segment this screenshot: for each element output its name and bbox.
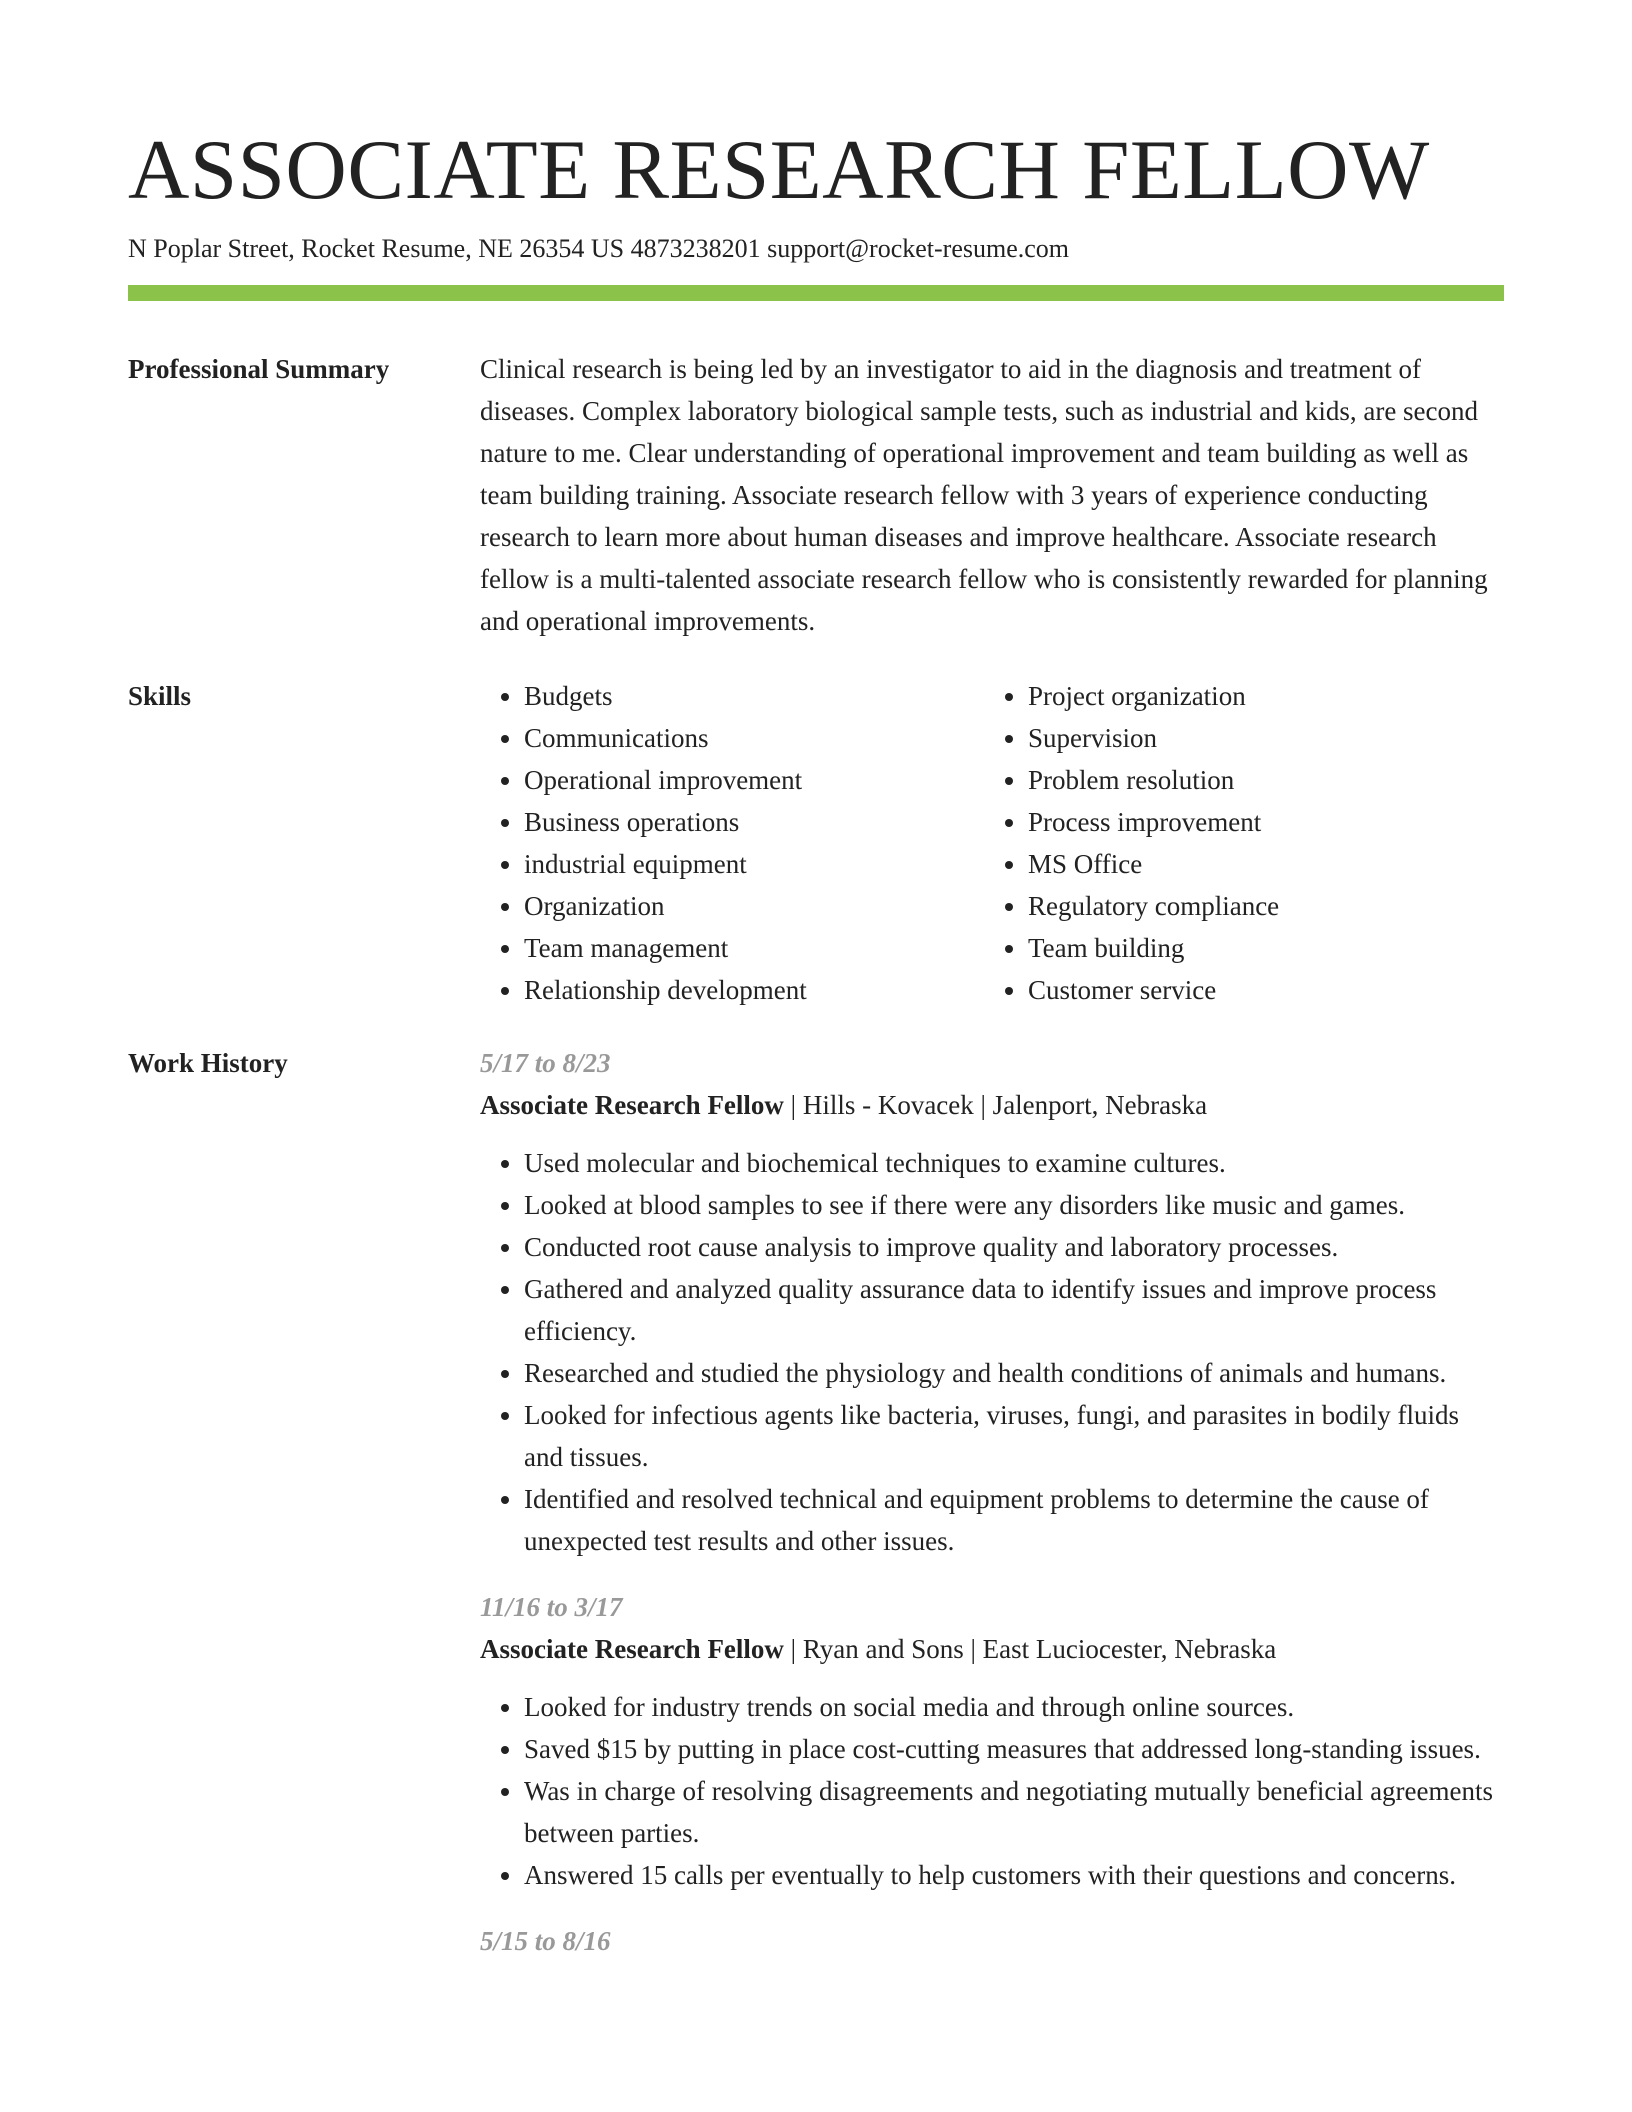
job-employer-location: | Ryan and Sons | East Luciocester, Nebraska <box>783 1634 1277 1664</box>
skill-item: • Team management <box>524 927 984 969</box>
header-divider <box>128 285 1504 301</box>
resume-name-heading: ASSOCIATE RESEARCH FELLOW <box>128 123 1430 217</box>
job-employer-location: | Hills - Kovacek | Jalenport, Nebraska <box>783 1090 1208 1120</box>
skill-item: • Customer service <box>1028 969 1488 1011</box>
skills-label: Skills <box>128 681 192 711</box>
skill-item: • Operational improvement <box>524 759 984 801</box>
skill-item: • Budgets <box>524 675 984 717</box>
job-dates: 5/15 to 8/16 <box>480 1926 611 1956</box>
skill-item: • Organization <box>524 885 984 927</box>
skill-item: • Problem resolution <box>1028 759 1488 801</box>
skills-list-right <box>984 675 1488 1011</box>
job-bullet: • Looked at blood samples to see if there were any disorders like music and games. <box>524 1184 1504 1226</box>
job-entry <box>480 1586 1504 1896</box>
summary-text: Clinical research is being led by an investigator to aid in the diagnosis and treatment of diseases. Complex laboratory biological sample tests, such as industrial and kids, are second nature to me. Clear understanding of operational improvement and team building as well as team building training. Associate research fellow with 3 years of experience conducting research to learn more about human diseases and improve healthcare. Associate research fellow is a multi-talented associate research fellow who is consistently rewarded for planning and operational improvements. <box>480 354 1488 636</box>
skill-item: • MS Office <box>1028 843 1488 885</box>
job-bullet: • Identified and resolved technical and equipment problems to determine the cause of unexpected test results and other issues. <box>524 1478 1504 1562</box>
job-bullet: • Looked for industry trends on social media and through online sources. <box>524 1686 1504 1728</box>
job-bullet: • Conducted root cause analysis to improve quality and laboratory processes. <box>524 1226 1504 1268</box>
job-title-line <box>480 1628 1504 1670</box>
job-title-line <box>480 1084 1504 1126</box>
job-entry <box>480 1042 1504 1562</box>
job-bullet: • Gathered and analyzed quality assurance data to identify issues and improve process efficiency. <box>524 1268 1504 1352</box>
job-bullet-list <box>480 1142 1504 1562</box>
skill-item: • Regulatory compliance <box>1028 885 1488 927</box>
work-history-label: Work History <box>128 1048 288 1078</box>
job-bullet-list <box>480 1686 1504 1896</box>
skill-item: • Process improvement <box>1028 801 1488 843</box>
skills-list-left <box>480 675 984 1011</box>
job-bullet: • Researched and studied the physiology and health conditions of animals and humans. <box>524 1352 1504 1394</box>
skill-item: • Communications <box>524 717 984 759</box>
job-title: Associate Research Fellow <box>480 1090 784 1120</box>
contact-info: N Poplar Street, Rocket Resume, NE 26354 US 4873238201 support@rocket-resume.com <box>128 234 1070 263</box>
skill-item: • Project organization <box>1028 675 1488 717</box>
job-bullet: • Was in charge of resolving disagreements and negotiating mutually beneficial agreements between parties. <box>524 1770 1504 1854</box>
job-dates: 5/17 to 8/23 <box>480 1048 611 1078</box>
job-bullet: • Answered 15 calls per eventually to help customers with their questions and concerns. <box>524 1854 1504 1896</box>
job-title: Associate Research Fellow <box>480 1634 784 1664</box>
summary-label: Professional Summary <box>128 354 390 384</box>
job-bullet: • Used molecular and biochemical techniques to examine cultures. <box>524 1142 1504 1184</box>
skill-item: • Relationship development <box>524 969 984 1011</box>
work-history-body <box>480 1042 1504 1986</box>
skill-item: • Supervision <box>1028 717 1488 759</box>
job-dates: 11/16 to 3/17 <box>480 1592 623 1622</box>
skills-body <box>480 675 1504 1011</box>
skill-item: • Team building <box>1028 927 1488 969</box>
job-bullet: • Saved $15 by putting in place cost-cutting measures that addressed long-standing issues. <box>524 1728 1504 1770</box>
skill-item: • industrial equipment <box>524 843 984 885</box>
summary-body <box>480 348 1504 642</box>
skill-item: • Business operations <box>524 801 984 843</box>
job-entry <box>480 1920 1504 1962</box>
job-bullet: • Looked for infectious agents like bacteria, viruses, fungi, and parasites in bodily fluids and tissues. <box>524 1394 1504 1478</box>
